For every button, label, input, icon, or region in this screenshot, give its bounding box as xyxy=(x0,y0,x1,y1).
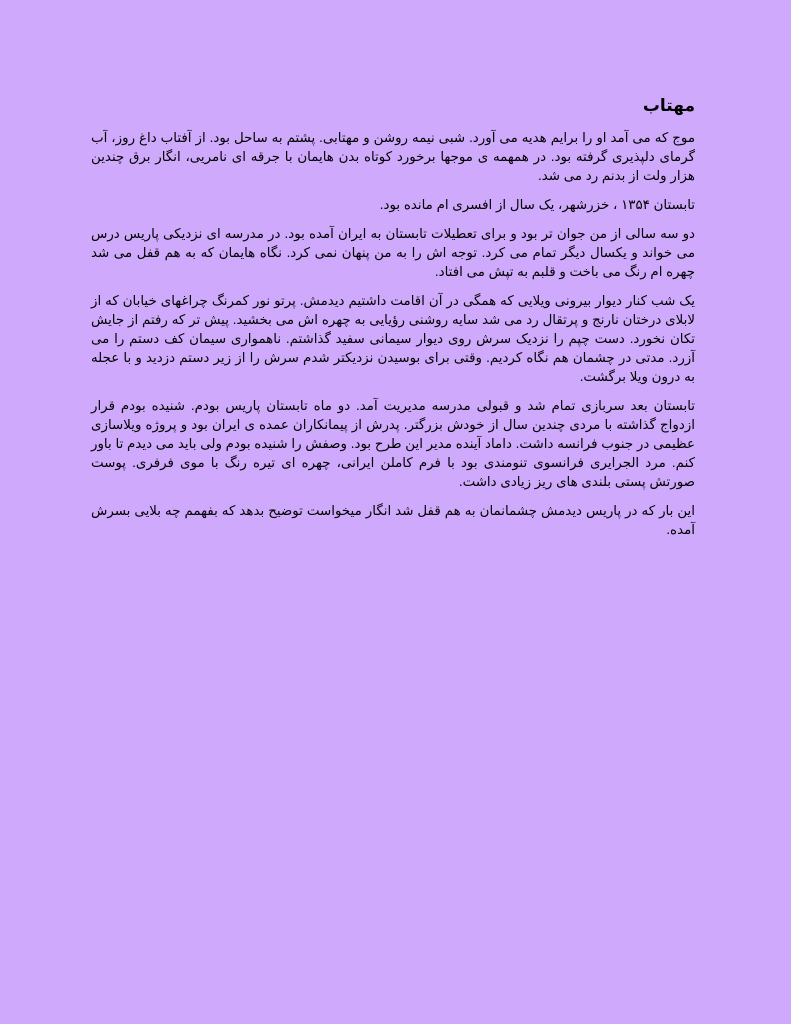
paragraph-2: تابستان ۱۳۵۴ ، خزرشهر، یک سال از افسری ام مانده بود. xyxy=(379,197,695,212)
paragraph-6: این بار که در پاریس دیدمش چشمانمان به هم قفل شد انگار میخواست توضیح بدهد که بفهمم چه بلایی بسرش آمده. xyxy=(91,503,695,537)
document-title: مهتاب xyxy=(642,96,695,115)
paragraph-4: یک شب کنار دیوار بیرونی ویلایی که همگی در آن اقامت داشتیم دیدمش. پرتو نور کمرنگ چراغهای خیابان که از لابلای درختان نارنج و پرتقال رد می شد سایه روشنی رؤیایی به چهره اش می بخشید. پیش تر که رفتم از جایش تکان نخورد. دست چپم را نزدیک سرش روی دیوار سیمانی سفید گذاشتم. ناهمواری سیمان کف دستم را می آزرد. مدتی در چشمان هم نگاه کردیم. وقتی برای بوسیدن نزدیکتر شدم سرش را از زیر دستم دزدید و با عجله به درون ویلا برگشت. xyxy=(91,293,696,384)
paragraph-5: تابستان بعد سربازی تمام شد و قبولی مدرسه مدیریت آمد. دو ماه تابستان پاریس بودم. شنیده بودم قرار ازدواج گذاشته با مردی چندین سال از خودش بزرگتر. پدرش از پیمانکاران عمده ی ایران بود و پروژه ویلاسازی عظیمی در جنوب فرانسه داشت. داماد آینده مدیر این طرح بود. وصفش را شنیده بودم ولی باید می دیدم تا باور کنم. مرد الجرایری فرانسوی تنومندی بود با فرم کاملن ایرانی، چهره ای تیره رنگ با موی فرفری. پوست صورتش پستی بلندی های ریز زیادی داشت. xyxy=(91,398,695,489)
paragraph-3: دو سه سالی از من جوان تر بود و برای تعطیلات تابستان به ایران آمده بود. در مدرسه ای نزدیکی پاریس درس می خواند و یکسال دیگر تمام می کرد. توجه اش را به من پنهان نمی کرد. نگاه هایمان که به هم قفل می شد چهره ام رنگ می باخت و قلبم به تپش می افتاد. xyxy=(91,226,695,279)
paragraph-1: موج که می آمد او را برایم هدیه می آورد. شبی نیمه روشن و مهتابی. پشتم به ساحل بود. از آفتاب داغ روز، آب گرمای دلپذیری گرفته بود. در همهمه ی موجها برخورد کوتاه بدن هایمان با جرقه ای نامریی، انگار برق چندین هزار ولت از بدنم رد می شد. xyxy=(91,130,695,183)
